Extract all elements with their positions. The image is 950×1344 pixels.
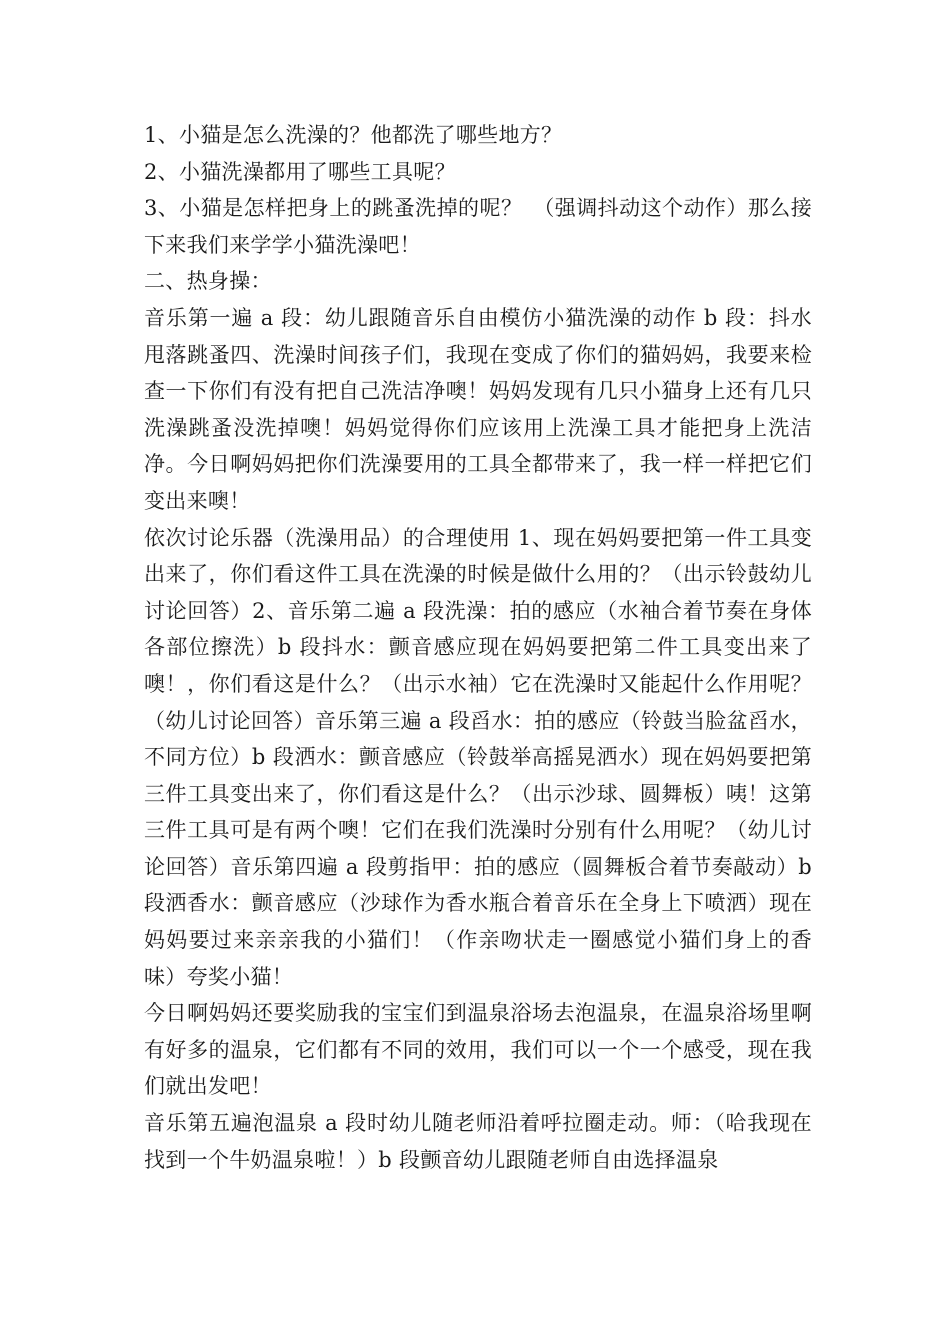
paragraph-hot-spring-reward: 今日啊妈妈还要奖励我的宝宝们到温泉浴场去泡温泉，在温泉浴场里啊有好多的温泉，它们都有不同的效用，我们可以一个一个感受，现在我们就出发吧！ [144,1001,812,1099]
paragraph-music-first-pass: 音乐第一遍 a 段：幼儿跟随音乐自由模仿小猫洗澡的动作 b 段：抖水甩落跳蚤四、洗澡时间孩子们，我现在变成了你们的猫妈妈，我要来检查一下你们有没有把自己洗洁净噢！妈妈发现有几只小猫身上还有几只洗澡跳蚤没洗掉噢！妈妈觉得你们应该用上洗澡工具才能把身上洗洁净。今日啊妈妈把你们洗澡要用的工具全都带来了，我一样一样把它们变出来噢！ [144,305,812,513]
question-1: 1、小猫是怎么洗澡的？他都洗了哪些地方？ [144,123,563,147]
section-heading-warmup: 二、热身操： [144,269,272,294]
question-3: 3、小猫是怎样把身上的跳蚤洗掉的呢？ （强调抖动这个动作）那么接下来我们来学学小猫洗澡吧！ [144,196,812,257]
document-body [144,117,812,1178]
paragraph-instrument-discussion: 依次讨论乐器（洗澡用品）的合理使用 1、现在妈妈要把第一件工具变出来了，你们看这件工具在洗澡的时候是做什么用的？（出示铃鼓幼儿讨论回答）2、音乐第二遍 a 段洗澡：拍的感应（水袖合着节奏在身体各部位擦洗）b 段抖水：颤音感应现在妈妈要把第二件工具变出来了噢！，你们看这是什么？（出示水袖）它在洗澡时又能起什么作用呢？（幼儿讨论回答）音乐第三遍 a 段舀水：拍的感应（铃鼓当脸盆舀水，不同方位）b 段洒水：颤音感应（铃鼓举高摇晃洒水）现在妈妈要把第三件工具变出来了，你们看这是什么？（出示沙球、圆舞板）咦！这第三件工具可是有两个噢！它们在我们洗澡时分别有什么用呢？（幼儿讨论回答）音乐第四遍 a 段剪指甲：拍的感应（圆舞板合着节奏敲动）b 段洒香水：颤音感应（沙球作为香水瓶合着音乐在全身上下喷洒）现在妈妈要过来亲亲我的小猫们！（作亲吻状走一圈感觉小猫们身上的香味）夸奖小猫！ [144,525,812,989]
question-2: 2、小猫洗澡都用了哪些工具呢？ [144,159,456,184]
paragraph-music-fifth-pass: 音乐第五遍泡温泉 a 段时幼儿随老师沿着呼拉圈走动。师：（哈我现在找到一个牛奶温泉啦！）b 段颤音幼儿跟随老师自由选择温泉 [144,1111,812,1172]
